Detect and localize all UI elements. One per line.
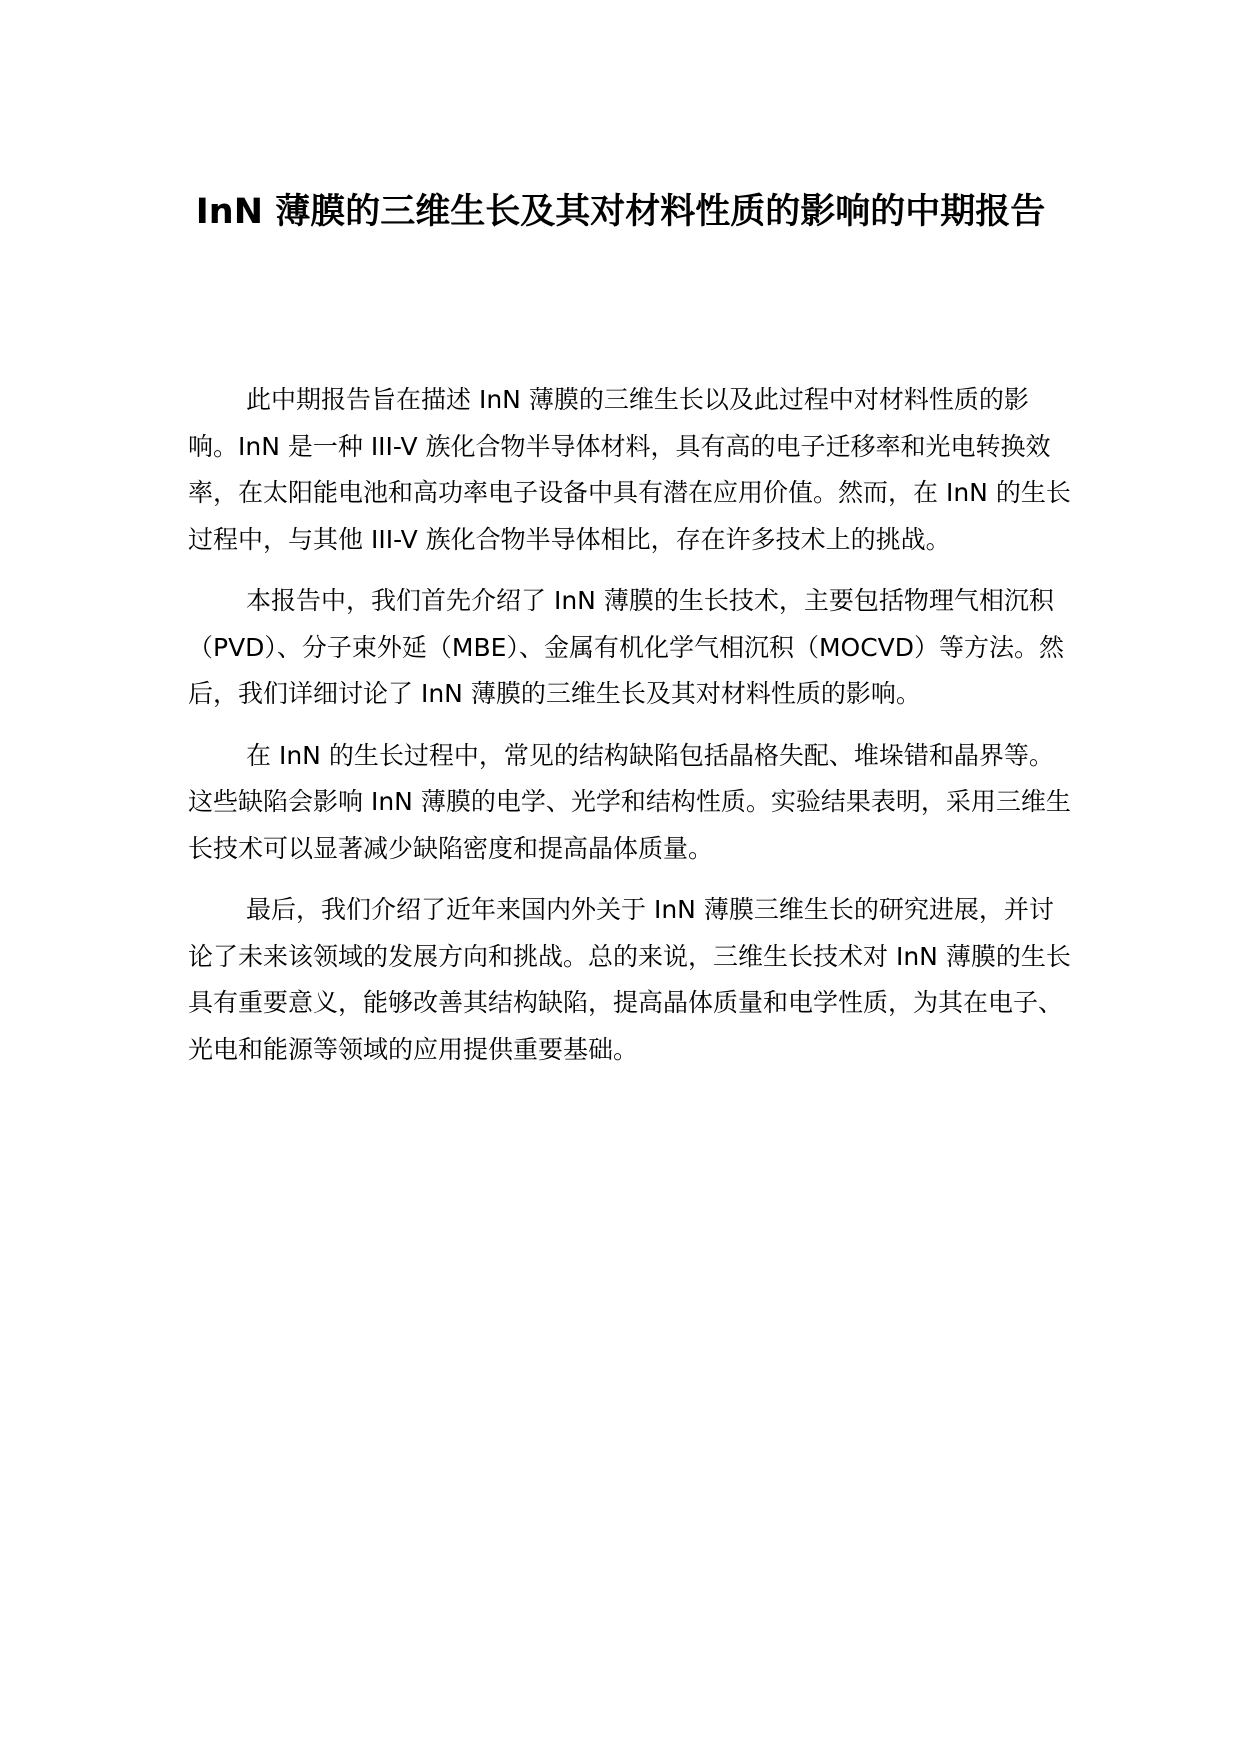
paragraph-1: 此中期报告旨在描述 InN 薄膜的三维生长以及此过程中对材料性质的影响。InN 是一种 III-V 族化合物半导体材料，具有高的电子迁移率和光电转换效率，在太阳能电池和高功率电子设备中具有潜在应用价值。然而，在 InN 的生长过程中，与其他 III-V 族化合物半导体相比，存在许多技术上的挑战。: [188, 385, 1071, 554]
document-title: InN 薄膜的三维生长及其对材料性质的影响的中期报告: [195, 192, 1046, 232]
paragraph-2: 本报告中，我们首先介绍了 InN 薄膜的生长技术，主要包括物理气相沉积（PVD）、分子束外延（MBE）、金属有机化学气相沉积（MOCVD）等方法。然后，我们详细讨论了 InN 薄膜的三维生长及其对材料性质的影响。: [188, 586, 1065, 708]
paragraph-4: 最后，我们介绍了近年来国内外关于 InN 薄膜三维生长的研究进展，并讨论了未来该领域的发展方向和挑战。总的来说，三维生长技术对 InN 薄膜的生长具有重要意义，能够改善其结构缺陷，提高晶体质量和电学性质，为其在电子、光电和能源等领域的应用提供重要基础。: [188, 895, 1071, 1064]
document-body: [188, 377, 1078, 1088]
paragraph-3: 在 InN 的生长过程中，常见的结构缺陷包括晶格失配、堆垛错和晶界等。这些缺陷会影响 InN 薄膜的电学、光学和结构性质。实验结果表明，采用三维生长技术可以显著减少缺陷密度和提高晶体质量。: [188, 740, 1071, 863]
